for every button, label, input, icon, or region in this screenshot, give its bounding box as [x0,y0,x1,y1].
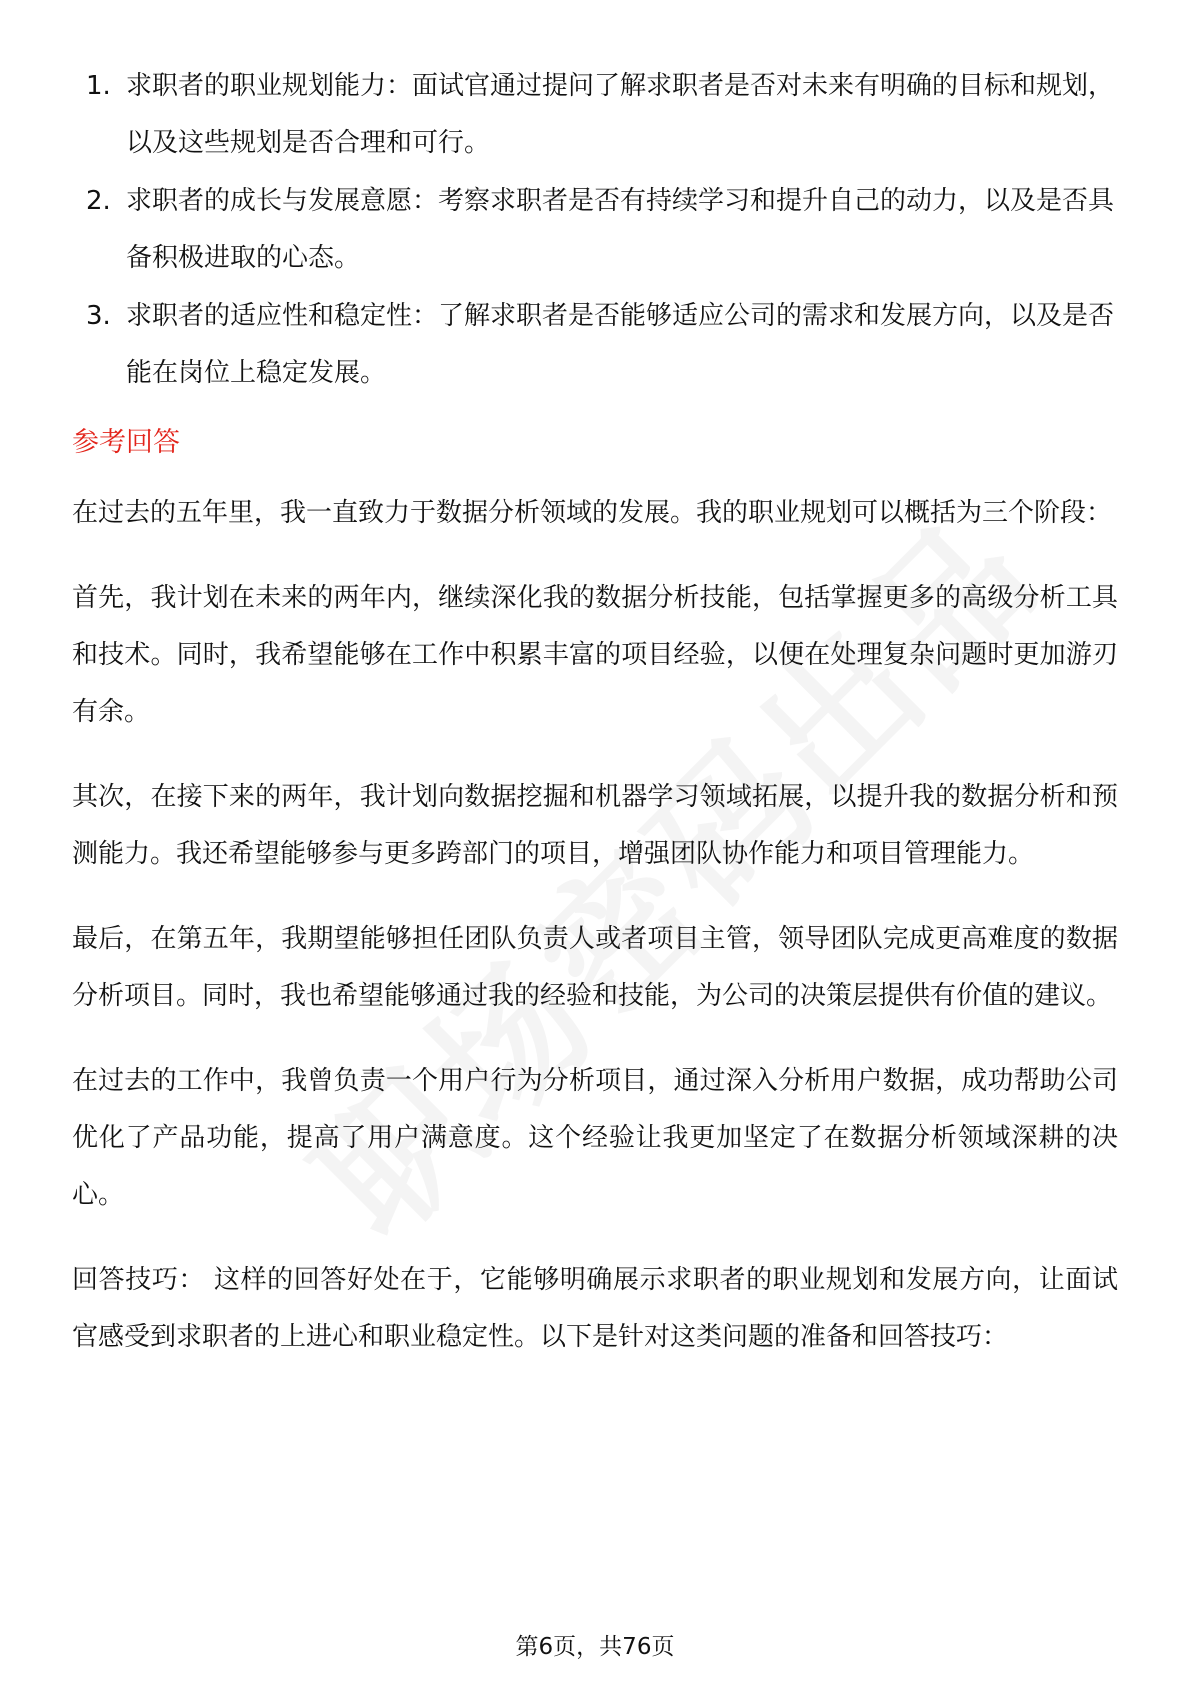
list-item-text: 求职者的成长与发展意愿：考察求职者是否有持续学习和提升自己的动力，以及是否具备积极进取的心态。 [126,186,1115,273]
page-number-footer: 第6页，共76页 [515,1634,675,1660]
paragraph: 在过去的工作中，我曾负责一个用户行为分析项目，通过深入分析用户数据，成功帮助公司优化了产品功能，提高了用户满意度。这个经验让我更加坚定了在数据分析领域深耕的决心。 [72,1066,1118,1210]
paragraph: 最后，在第五年，我期望能够担任团队负责人或者项目主管，领导团队完成更高难度的数据分析项目。同时，我也希望能够通过我的经验和技能，为公司的决策层提供有价值的建议。 [72,924,1118,1011]
paragraph: 在过去的五年里，我一直致力于数据分析领域的发展。我的职业规划可以概括为三个阶段： [72,498,1113,528]
paragraph: 回答技巧： 这样的回答好处在于，它能够明确展示求职者的职业规划和发展方向，让面试官感受到求职者的上进心和职业稳定性。以下是针对这类问题的准备和回答技巧： [72,1265,1118,1352]
list-item-number: 2. [86,186,111,216]
list-item-number: 3. [86,301,111,331]
numbered-list [72,58,1118,402]
list-item-number: 1. [86,71,111,101]
paragraph: 其次，在接下来的两年，我计划向数据挖掘和机器学习领域拓展，以提升我的数据分析和预测能力。我还希望能够参与更多跨部门的项目，增强团队协作能力和项目管理能力。 [72,782,1118,869]
paragraph: 首先，我计划在未来的两年内，继续深化我的数据分析技能，包括掌握更多的高级分析工具和技术。同时，我希望能够在工作中积累丰富的项目经验，以便在处理复杂问题时更加游刃有余。 [72,583,1118,727]
list-item-text: 求职者的适应性和稳定性：了解求职者是否能够适应公司的需求和发展方向，以及是否能在岗位上稳定发展。 [126,301,1115,388]
list-item [72,58,1118,172]
list-item [72,288,1118,402]
list-item-text: 求职者的职业规划能力：面试官通过提问了解求职者是否对未来有明确的目标和规划，以及这些规划是否合理和可行。 [126,71,1115,158]
section-heading: 参考回答 [72,427,180,458]
page-content [72,58,1118,1394]
list-item [72,173,1118,287]
